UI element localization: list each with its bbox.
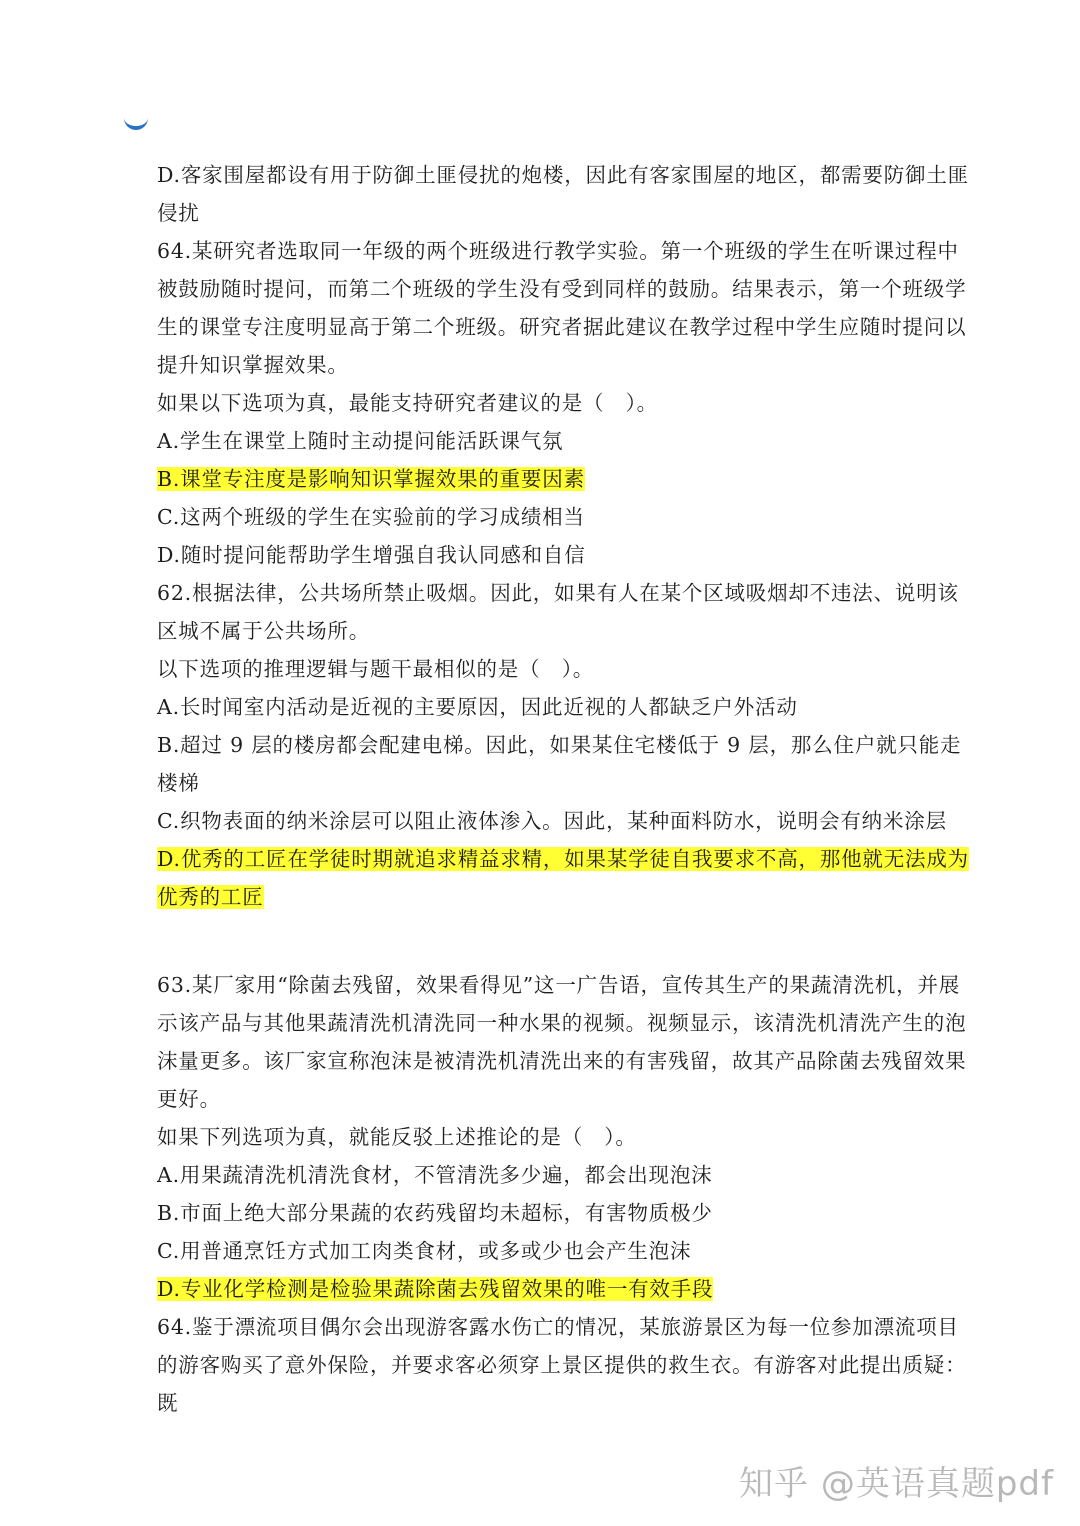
question-paragraph: 64.鉴于漂流项目偶尔会出现游客露水伤亡的情况，某旅游景区为每一位参加漂流项目的游客购买了意外保险，并要求客必须穿上景区提供的救生衣。有游客对此提出质疑：既 [157, 1315, 967, 1415]
section-gap [113, 916, 971, 966]
answer-option: B.市面上绝大部分果蔬的农药残留均未超标，有害物质极少 [157, 1201, 713, 1225]
answer-option [113, 1270, 971, 1308]
answer-option: B.超过 9 层的楼房都会配建电梯。因此，如果某住宅楼低于 9 层，那么住户就只能走楼梯 [157, 733, 962, 795]
question-paragraph: 62.根据法律，公共场所禁止吸烟。因此，如果有人在某个区域吸烟却不违法、说明该区城不属于公共场所。 [157, 581, 959, 643]
answer-option [113, 460, 971, 498]
answer-option: A.用果蔬清洗机清洗食材，不管清洗多少遍，都会出现泡沫 [157, 1163, 713, 1187]
answer-option: C.织物表面的纳米涂层可以阻止液体渗入。因此，某种面料防水，说明会有纳米涂层 [157, 809, 947, 833]
watermark: 知乎 @英语真题pdf [739, 1464, 1054, 1504]
answer-option: A.学生在课堂上随时主动提问能活跃课气氛 [157, 429, 564, 453]
answer-option: C.用普通烹饪方式加工肉类食材，或多或少也会产生泡沫 [157, 1239, 692, 1263]
corner-mark-icon [124, 112, 148, 130]
question-paragraph: 如果以下选项为真，最能支持研究者建议的是（ ）。 [157, 391, 658, 415]
question-paragraph: 以下选项的推理逻辑与题干最相似的是（ ）。 [157, 657, 595, 681]
question-paragraph: 64.某研究者选取同一年级的两个班级进行教学实验。第一个班级的学生在听课过程中被鼓励随时提问，而第二个班级的学生没有受到同样的鼓励。结果表示，第一个班级学生的课堂专注度明显高于第二个班级。研究者据此建议在教学过程中学生应随时提问以提升知识掌握效果。 [157, 239, 967, 377]
document-body [113, 156, 971, 1422]
highlighted-answer: B.课堂专注度是影响知识掌握效果的重要因素 [157, 467, 585, 491]
answer-option: D.客家围屋都设有用于防御土匪侵扰的炮楼，因此有客家围屋的地区，都需要防御土匪侵扰 [157, 163, 969, 225]
answer-option: D.随时提问能帮助学生增强自我认同感和自信 [157, 543, 586, 567]
answer-option: C.这两个班级的学生在实验前的学习成绩相当 [157, 505, 585, 529]
question-paragraph: 如果下列选项为真，就能反驳上述推论的是（ ）。 [157, 1125, 637, 1149]
highlighted-answer: D.专业化学检测是检验果蔬除菌去残留效果的唯一有效手段 [157, 1277, 714, 1301]
highlighted-answer: D.优秀的工匠在学徒时期就追求精益求精，如果某学徒自我要求不高，那他就无法成为优秀的工匠 [157, 847, 969, 909]
answer-option [113, 840, 971, 916]
question-paragraph: 63.某厂家用“除菌去残留，效果看得见”这一广告语，宣传其生产的果蔬清洗机，并展示该产品与其他果蔬清洗机清洗同一种水果的视频。视频显示，该清洗机清洗产生的泡沫量更多。该厂家宣称泡沫是被清洗机清洗出来的有害残留，故其产品除菌去残留效果更好。 [157, 973, 967, 1111]
answer-option: A.长时闻室内活动是近视的主要原因，因此近视的人都缺乏户外活动 [157, 695, 798, 719]
